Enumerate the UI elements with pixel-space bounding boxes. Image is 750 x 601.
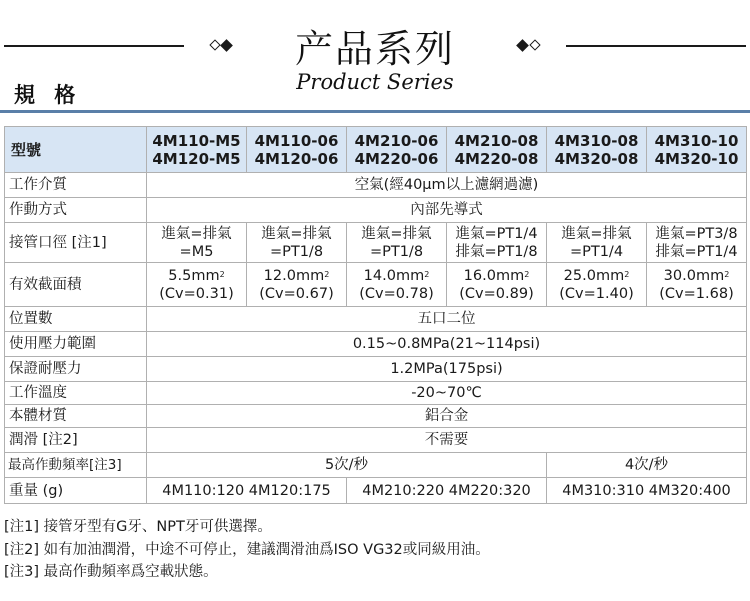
- frequency-value-b: 4次/秒: [547, 453, 747, 478]
- table-row: [5, 307, 747, 332]
- notes-block: [4, 516, 490, 584]
- operation-value: 內部先導式: [147, 198, 747, 223]
- row-label-port: 接管口徑 [注1]: [5, 223, 147, 263]
- weight-cell: 4M210:220 4M220:320: [347, 478, 547, 504]
- model-header: 4M210-06 4M220-06: [347, 127, 447, 173]
- port-cell: 進氣=排氣 =PT1/8: [247, 223, 347, 263]
- note-3: [注3] 最高作動頻率爲空載狀態。: [4, 564, 218, 580]
- row-label-position: 位置數: [5, 307, 147, 332]
- spec-section-divider: [0, 110, 750, 113]
- port-cell: 進氣=排氣 =PT1/4: [547, 223, 647, 263]
- row-label-proof: 保證耐壓力: [5, 357, 147, 382]
- table-row: [5, 263, 747, 307]
- table-row: [5, 478, 747, 504]
- area-cell: $16.0mm^2$ (Cv=0.89): [447, 263, 547, 307]
- table-row: [5, 405, 747, 428]
- model-header: 4M310-08 4M320-08: [547, 127, 647, 173]
- area-cell: $12.0mm^2$ (Cv=0.67): [247, 263, 347, 307]
- port-cell: 進氣=排氣 =M5: [147, 223, 247, 263]
- row-label-lubrication: 潤滑 [注2]: [5, 428, 147, 453]
- temperature-value: -20~70℃: [147, 382, 747, 405]
- model-header: 4M110-06 4M120-06: [247, 127, 347, 173]
- proof-value: 1.2MPa(175psi): [147, 357, 747, 382]
- table-row: [5, 357, 747, 382]
- row-label-area: 有效截面積: [5, 263, 147, 307]
- model-header: 4M210-08 4M220-08: [447, 127, 547, 173]
- area-cell: $5.5mm^2$ (Cv=0.31): [147, 263, 247, 307]
- page-title: 产品系列: [294, 27, 455, 71]
- model-header: 4M110-M5 4M120-M5: [147, 127, 247, 173]
- spec-table: [4, 126, 747, 504]
- spec-section-label: 規 格: [14, 83, 82, 107]
- lubrication-value: 不需要: [147, 428, 747, 453]
- table-row: [5, 332, 747, 357]
- weight-cell: 4M310:310 4M320:400: [547, 478, 747, 504]
- note-1: [注1] 接管牙型有G牙、NPT牙可供選擇。: [4, 519, 272, 535]
- pressure-value: 0.15~0.8MPa(21~114psi): [147, 332, 747, 357]
- row-label-material: 本體材質: [5, 405, 147, 428]
- port-cell: 進氣=排氣 =PT1/8: [347, 223, 447, 263]
- row-label-medium: 工作介質: [5, 173, 147, 198]
- table-row: [5, 382, 747, 405]
- model-header-label: 型號: [5, 127, 147, 173]
- table-row: [5, 198, 747, 223]
- port-cell: 進氣=PT3/8 排氣=PT1/4: [647, 223, 747, 263]
- model-header: 4M310-10 4M320-10: [647, 127, 747, 173]
- table-row: [5, 223, 747, 263]
- header-rule-right: [566, 45, 746, 47]
- position-value: 五口二位: [147, 307, 747, 332]
- medium-value: 空氣(經40μm以上濾網過濾): [147, 173, 747, 198]
- page-subtitle: Product Series: [296, 70, 454, 94]
- material-value: 鋁合金: [147, 405, 747, 428]
- table-row: [5, 428, 747, 453]
- area-cell: $30.0mm^2$ (Cv=1.68): [647, 263, 747, 307]
- table-row: [5, 127, 747, 173]
- row-label-operation: 作動方式: [5, 198, 147, 223]
- area-cell: $25.0mm^2$ (Cv=1.40): [547, 263, 647, 307]
- port-cell: 進氣=PT1/4 排氣=PT1/8: [447, 223, 547, 263]
- row-label-weight: 重量 (g): [5, 478, 147, 504]
- frequency-value-a: 5次/秒: [147, 453, 547, 478]
- weight-cell: 4M110:120 4M120:175: [147, 478, 347, 504]
- row-label-pressure: 使用壓力範圍: [5, 332, 147, 357]
- row-label-frequency: 最高作動頻率[注3]: [5, 453, 147, 478]
- note-2: [注2] 如有加油潤滑，中途不可停止，建議潤滑油爲ISO VG32或同級用油。: [4, 541, 490, 558]
- row-label-temperature: 工作溫度: [5, 382, 147, 405]
- table-row: [5, 453, 747, 478]
- table-row: [5, 173, 747, 198]
- area-cell: $14.0mm^2$ (Cv=0.78): [347, 263, 447, 307]
